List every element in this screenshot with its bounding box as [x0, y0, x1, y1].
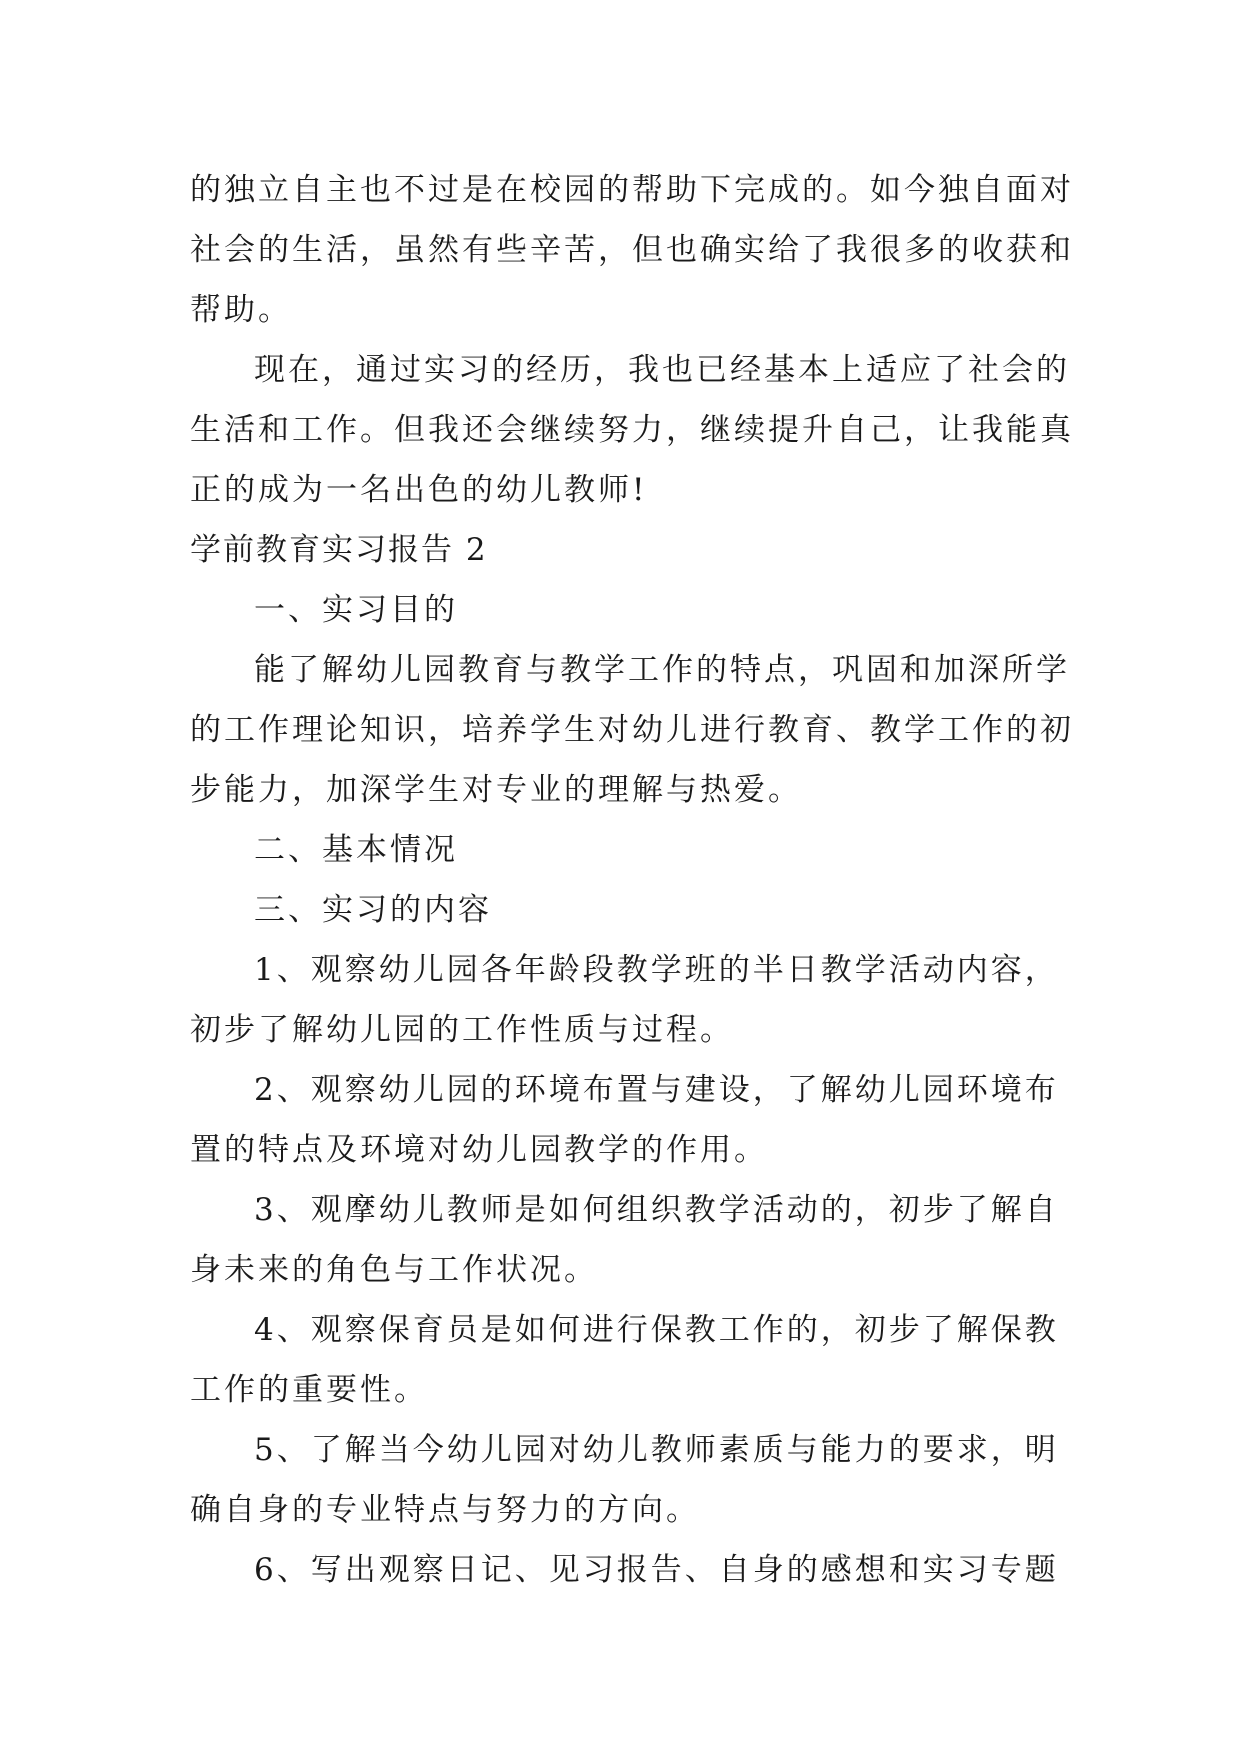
text-line: 身未来的角色与工作状况。 [190, 1252, 598, 1288]
subheading [190, 880, 1056, 940]
text-line: 4、观察保育员是如何进行保教工作的，初步了解保教 [254, 1312, 1059, 1348]
list-item [190, 1540, 1059, 1600]
document-body [190, 160, 1074, 1600]
list-item [190, 1300, 1059, 1420]
text-line: 社会的生活，虽然有些辛苦，但也确实给了我很多的收获和 [190, 232, 1074, 268]
text-line: 6、写出观察日记、见习报告、自身的感想和实习专题 [254, 1552, 1059, 1588]
paragraph [190, 160, 1074, 340]
text-line: 的独立自主也不过是在校园的帮助下完成的。如今独自面对 [190, 172, 1074, 208]
list-item [190, 1420, 1059, 1540]
text-line: 正的成为一名出色的幼儿教师! [190, 472, 648, 508]
subheading-text: 二、基本情况 [254, 832, 458, 868]
paragraph [190, 340, 1074, 520]
text-line: 确自身的专业特点与努力的方向。 [190, 1492, 700, 1528]
text-line: 步能力，加深学生对专业的理解与热爱。 [190, 772, 802, 808]
text-line: 5、了解当今幼儿园对幼儿教师素质与能力的要求，明 [254, 1432, 1059, 1468]
text-line: 的工作理论知识，培养学生对幼儿进行教育、教学工作的初 [190, 712, 1074, 748]
text-line: 2、观察幼儿园的环境布置与建设，了解幼儿园环境布 [254, 1072, 1059, 1108]
text-line: 现在，通过实习的经历，我也已经基本上适应了社会的 [254, 352, 1070, 388]
list-item [190, 940, 1059, 1060]
section-title-text: 学前教育实习报告 2 [190, 532, 488, 568]
subheading-text: 一、实习目的 [254, 592, 458, 628]
text-line: 1、观察幼儿园各年龄段教学班的半日教学活动内容， [254, 952, 1059, 988]
subheading [190, 580, 1056, 640]
list-item [190, 1060, 1059, 1180]
text-line: 3、观摩幼儿教师是如何组织教学活动的，初步了解自 [254, 1192, 1059, 1228]
list-item [190, 1180, 1059, 1300]
subheading-text: 三、实习的内容 [254, 892, 492, 928]
text-line: 置的特点及环境对幼儿园教学的作用。 [190, 1132, 768, 1168]
text-line: 帮助。 [190, 292, 292, 328]
paragraph [190, 640, 1074, 820]
text-line: 能了解幼儿园教育与教学工作的特点，巩固和加深所学 [254, 652, 1070, 688]
section-title [190, 520, 1056, 580]
text-line: 工作的重要性。 [190, 1372, 428, 1408]
subheading [190, 820, 1056, 880]
text-line: 生活和工作。但我还会继续努力，继续提升自己，让我能真 [190, 412, 1074, 448]
text-line: 初步了解幼儿园的工作性质与过程。 [190, 1012, 734, 1048]
